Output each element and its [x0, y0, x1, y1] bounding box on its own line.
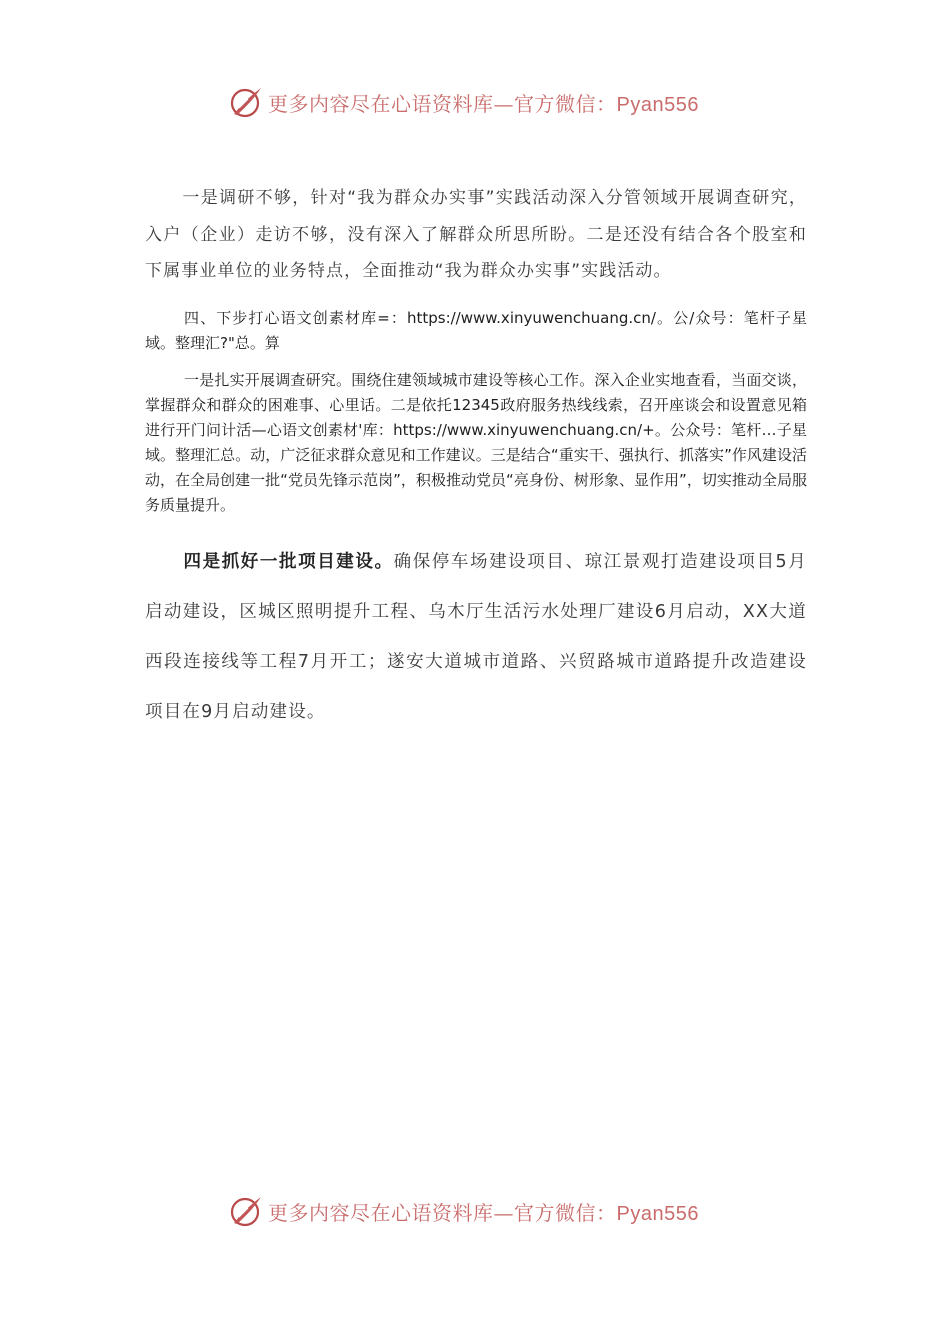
footer-banner — [228, 1191, 748, 1231]
footer-banner-text: 更多内容尽在心语资料库—官方微信：Pyan556 — [268, 1200, 699, 1225]
paragraph-research: 一是扎实开展调查研究。围绕住建领域城市建设等核心工作。深入企业实地查看，当面交谈，掌握群众和群众的困难事、心里话。二是依托12345政府服务热线线索，召开座谈会和设置意见箱进行开门问计活—心语文创素材'库：https://www.xinyuwenchuang.cn/+。公众号：笔杆…子星域。整理汇总。动，广泛征求群众意见和工作建议。三是结合“重实干、强执行、抓落实”作风建设活动，在全局创建一批“党员先锋示范岗”，积极推动党员“亮身份、树形象、显作用”，切实推动全局服务质量提升。 — [145, 371, 807, 514]
paragraph-projects-lead: 四是抓好一批项目建设。 — [183, 552, 394, 572]
quill-logo-icon — [228, 84, 264, 120]
wechat-id: Pyan556 — [616, 93, 699, 116]
wechat-id: Pyan556 — [616, 1202, 699, 1225]
paragraph-projects — [145, 537, 807, 737]
paragraph-problems: 一是调研不够，针对“我为群众办实事”实践活动深入分管领域开展调查研究，入户（企业）走访不够，没有深入了解群众所思所盼。二是还没有结合各个股室和下属事业单位的业务特点，全面推动“我为群众办实事”实践活动。 — [145, 188, 807, 281]
header-banner-text: 更多内容尽在心语资料库—官方微信：Pyan556 — [268, 91, 699, 116]
header-banner — [228, 82, 748, 122]
paragraph-projects-body: 确保停车场建设项目、琼江景观打造建设项目5月启动建设，区城区照明提升工程、乌木厅生活污水处理厂建设6月启动，XX大道西段连接线等工程7月开工；遂安大道城市道路、兴贸路城市道路提升改造建设项目在9月启动建设。 — [145, 552, 807, 722]
quill-logo-icon — [228, 1193, 264, 1229]
paragraph-next-steps-heading: 四、下步打心语文创素材库=：https://www.xinyuwenchuang.cn/。公/众号：笔杆子星域。整理汇?"总。算 — [145, 309, 807, 352]
